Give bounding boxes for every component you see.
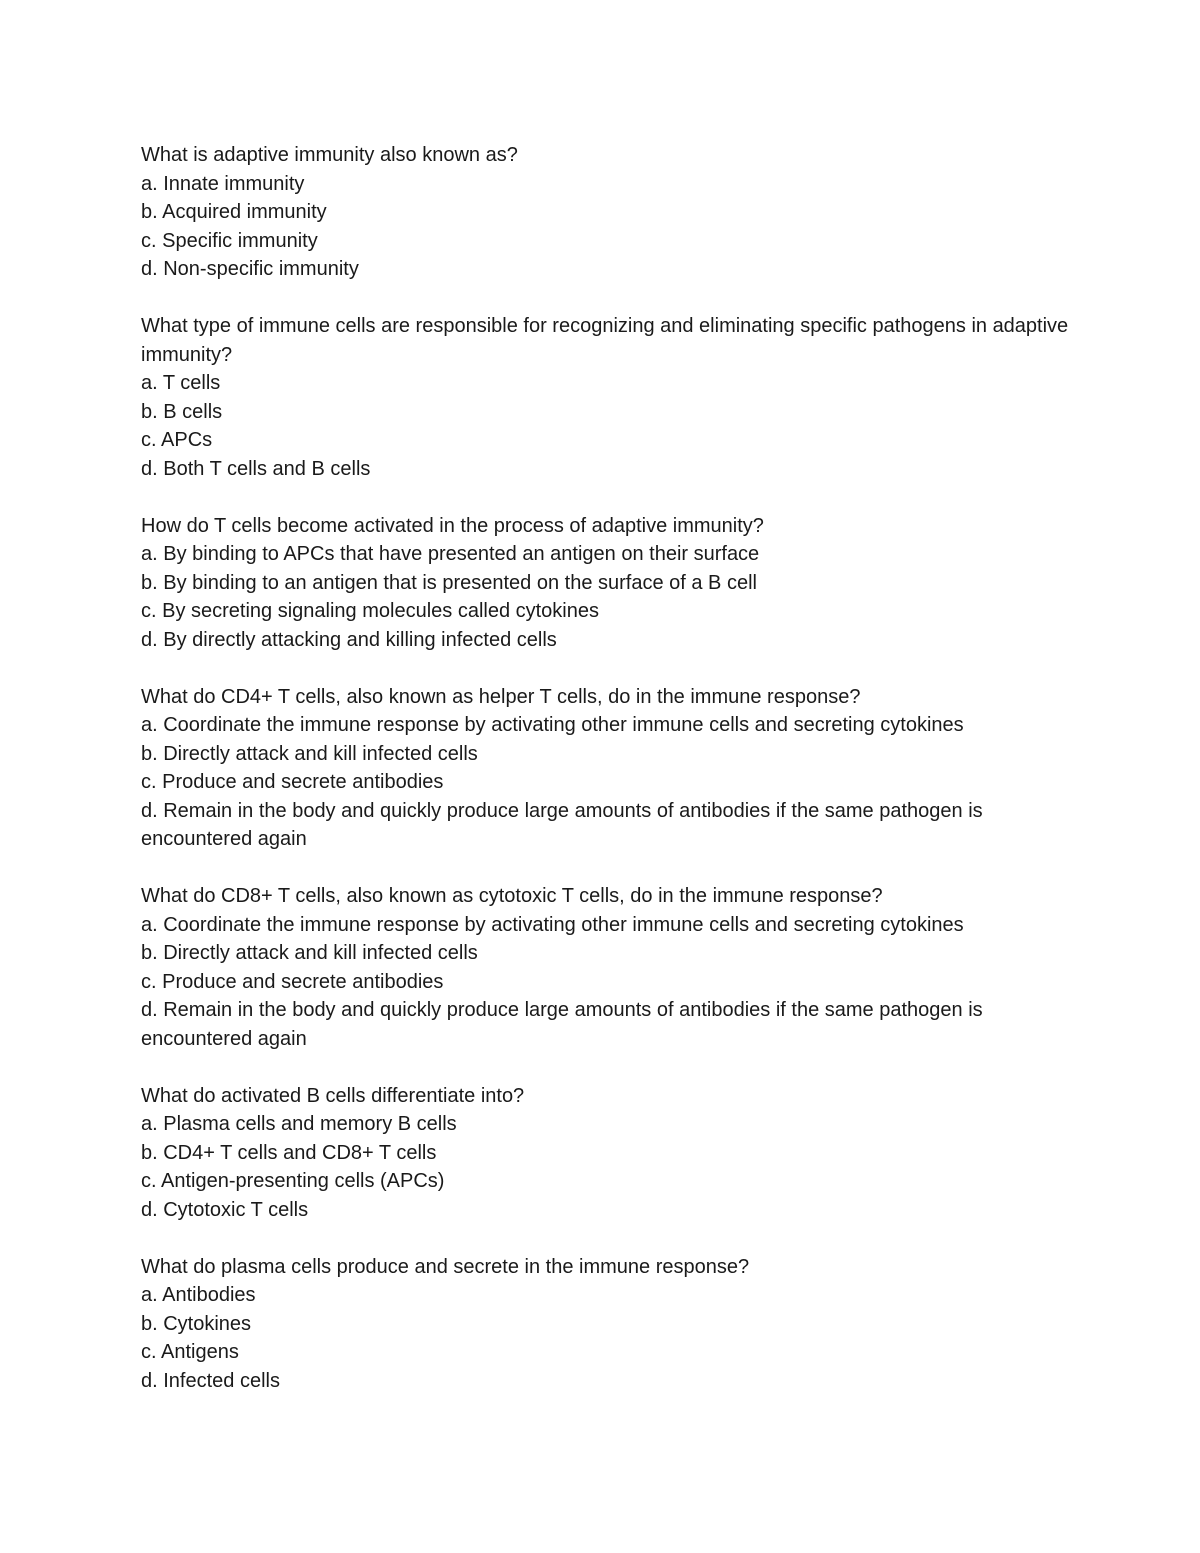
answer-option: d. Remain in the body and quickly produce large amounts of antibodies if the same pathogen is encountered again [141,799,983,850]
answer-option: b. Acquired immunity [141,201,327,223]
question-text: What do CD4+ T cells, also known as helper T cells, do in the immune response? [141,685,861,708]
answer-option: b. Directly attack and kill infected cells [141,742,478,765]
answer-option: c. Specific immunity [141,229,318,252]
answer-option: c. Antigens [141,1341,239,1363]
answer-option: b. CD4+ T cells and CD8+ T cells [141,1141,437,1164]
answer-option: d. Cytotoxic T cells [141,1198,309,1221]
answer-option: d. Both T cells and B cells [141,457,371,480]
answer-option: c. Produce and secrete antibodies [141,970,444,993]
question-block [141,512,1071,655]
answer-option: a. By binding to APCs that have presented an antigen on their surface [141,543,760,565]
question-text: What do plasma cells produce and secrete in the immune response? [141,1255,750,1278]
quiz-content [141,141,1071,1395]
answer-option: a. Coordinate the immune response by activating other immune cells and secreting cytokines [141,913,964,936]
answer-option: a. Innate immunity [141,172,305,195]
question-text: What do activated B cells differentiate into? [141,1084,525,1107]
answer-option: c. By secreting signaling molecules called cytokines [141,600,599,622]
answer-option: d. Non-specific immunity [141,258,359,280]
question-text: What do CD8+ T cells, also known as cytotoxic T cells, do in the immune response? [141,885,883,907]
answer-option: c. Produce and secrete antibodies [141,771,444,793]
answer-option: d. By directly attacking and killing infected cells [141,628,557,651]
answer-option: b. Cytokines [141,1312,252,1335]
answer-option: a. T cells [141,372,221,394]
answer-option: d. Remain in the body and quickly produce large amounts of antibodies if the same pathogen is encountered again [141,999,983,1050]
answer-option: b. By binding to an antigen that is presented on the surface of a B cell [141,571,757,594]
question-block [141,683,1071,854]
answer-option: a. Plasma cells and memory B cells [141,1113,457,1135]
question-text: What type of immune cells are responsible for recognizing and eliminating specific pathogens in adaptive immunity? [141,315,1069,366]
question-block [141,312,1071,483]
answer-option: c. Antigen-presenting cells (APCs) [141,1170,445,1192]
question-block [141,1253,1071,1396]
answer-option: b. Directly attack and kill infected cells [141,942,478,964]
question-block [141,882,1071,1053]
answer-option: b. B cells [141,400,223,423]
answer-option: a. Coordinate the immune response by activating other immune cells and secreting cytokines [141,714,964,736]
answer-option: c. APCs [141,429,213,451]
question-text: How do T cells become activated in the process of adaptive immunity? [141,514,764,537]
answer-option: a. Antibodies [141,1284,256,1306]
question-block [141,1082,1071,1225]
question-block [141,141,1071,284]
answer-option: d. Infected cells [141,1369,280,1392]
question-text: What is adaptive immunity also known as? [141,144,518,166]
